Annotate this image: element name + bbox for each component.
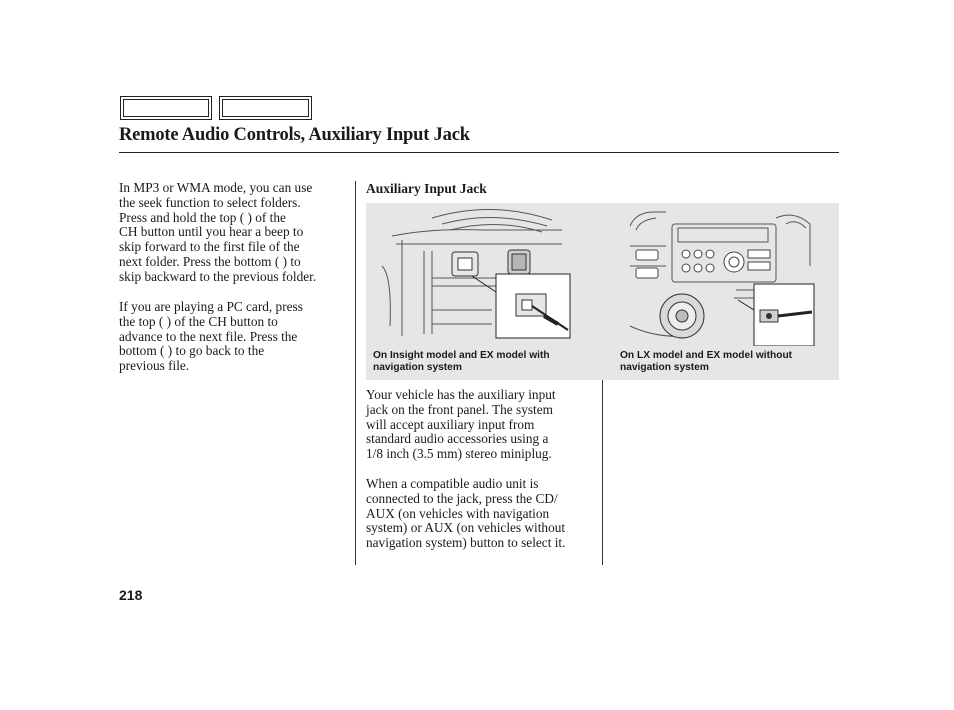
lx-dashboard-illustration xyxy=(626,206,826,346)
title-divider xyxy=(119,152,839,153)
column-divider-left xyxy=(355,181,356,565)
page-number: 218 xyxy=(119,587,143,603)
column-divider-right xyxy=(602,380,603,565)
figure-caption-right: On LX model and EX model without navigation system xyxy=(620,350,793,373)
figure-caption-left: On Insight model and EX model with navigation system xyxy=(373,350,550,373)
pc-card-paragraph: If you are playing a PC card, press the top ( ) of the CH button to advance to the next file. Press the bottom ( ) to go back to the previous file. xyxy=(119,299,303,374)
section-heading: Auxiliary Input Jack xyxy=(366,181,487,196)
nav-tab-2[interactable] xyxy=(219,96,312,120)
aux-description-paragraph: Your vehicle has the auxiliary input jack on the front panel. The system will accept auxiliary input from standard audio accessories using a 1/8 inch (3.5 mm) stereo miniplug. xyxy=(366,387,556,462)
aux-usage-paragraph: When a compatible audio unit is connected to the jack, press the CD/ AUX (on vehicles with navigation system) or AUX (on vehicles without navigation system) button to select it. xyxy=(366,476,566,551)
page-title: Remote Audio Controls, Auxiliary Input Jack xyxy=(119,125,470,145)
mp3-wma-paragraph: In MP3 or WMA mode, you can use the seek function to select folders. Press and hold the top ( ) of the CH button until you hear a beep to skip forward to the first file of the next folder. Press the bottom ( ) to skip backward to the previous folder. xyxy=(119,180,317,284)
insight-dashboard-illustration xyxy=(372,206,572,346)
nav-tab-1[interactable] xyxy=(120,96,212,120)
